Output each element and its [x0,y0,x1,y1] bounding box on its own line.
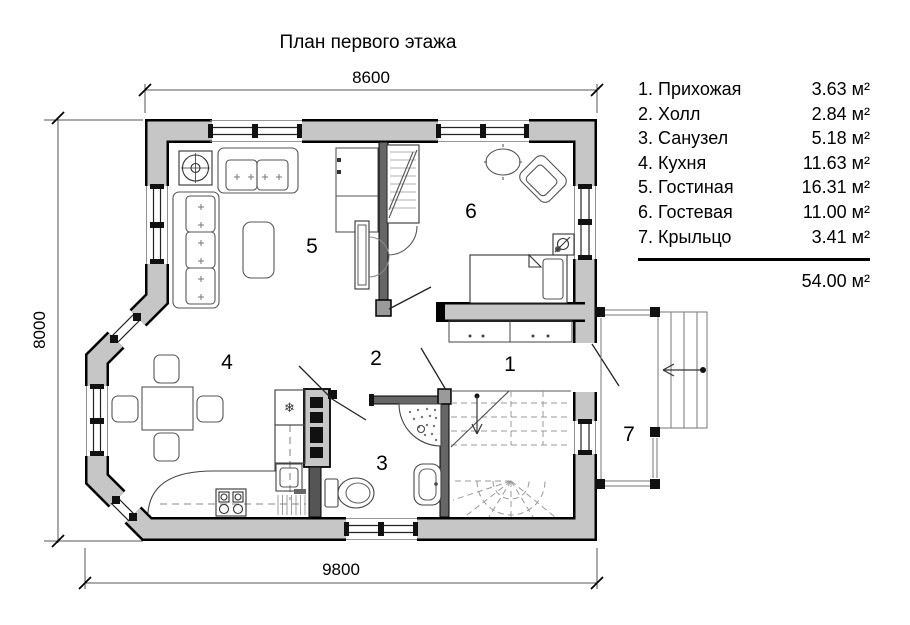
room-label-4: 4 [221,351,233,374]
wardrobe-icon [387,145,419,255]
bath-sink-icon [414,464,441,505]
legend-room-area: 5.18 м² [811,128,870,149]
legend-total: 54.00 м² [801,271,870,292]
kitchen-sink-icon [276,464,306,515]
legend-row [638,175,870,200]
legend-divider [638,258,870,261]
legend-row [638,200,870,225]
sofa-top [218,148,298,193]
fireplace-icon [179,151,212,185]
room-label-3: 3 [376,452,388,475]
legend-room-name: 7. Крыльцо [638,226,732,247]
legend-room-name: 4. Кухня [638,152,707,173]
chair [154,433,179,461]
legend-room-name: 1. Прихожая [638,79,742,99]
porch [595,307,707,489]
vent-shaft [304,389,337,467]
legend-row [638,77,870,102]
page-title: План первого этажа [279,32,457,53]
winder-stairs [451,391,571,517]
boiler-icon [553,234,574,255]
room-label-2: 2 [370,347,382,370]
room-label-1: 1 [504,353,516,376]
room-label-5: 5 [306,235,318,258]
bed [470,255,567,303]
legend-room-name: 2. Холл [638,103,701,124]
stove-icon [216,489,246,516]
legend-room-name: 3. Санузел [638,128,729,149]
legend [638,77,870,292]
dim-bottom-label: 9800 [322,560,360,579]
dining-table-set [112,355,223,461]
legend-row [638,225,870,250]
tv-cabinet [336,148,378,232]
room-label-6: 6 [465,200,477,223]
hall-closet [449,321,572,342]
stair-direction-arrow [472,394,482,435]
legend-room-area: 2.84 м² [811,103,870,124]
dim-left-label: 8000 [30,311,49,349]
oval-table [484,144,522,180]
legend-row [638,126,870,151]
guest-room-furniture [387,144,574,303]
toilet-icon [325,478,374,508]
fridge-snowflake-icon: ❄ [284,400,295,415]
dining-table [142,387,193,430]
legend-room-name: 5. Гостиная [638,177,734,198]
legend-room-area: 11.63 м² [802,152,870,173]
chair [112,396,138,422]
legend-room-name: 6. Гостевая [638,201,733,222]
chair [197,396,223,422]
living-room-furniture [173,148,389,308]
sofa-left [173,192,219,308]
kitchen-furniture [112,355,306,516]
room-label-7: 7 [623,423,635,446]
chair [154,355,179,383]
shower-icon [399,404,441,446]
legend-room-area: 3.41 м² [811,226,870,247]
coffee-table [243,222,274,278]
legend-room-area: 3.63 м² [811,79,870,99]
legend-room-area: 11.00 м² [802,201,870,222]
dim-top-label: 8600 [352,68,390,87]
legend-row [638,102,870,127]
legend-row [638,151,870,176]
legend-room-area: 16.31 м² [801,177,870,198]
armchair [517,153,569,205]
porch-posts [595,307,660,489]
